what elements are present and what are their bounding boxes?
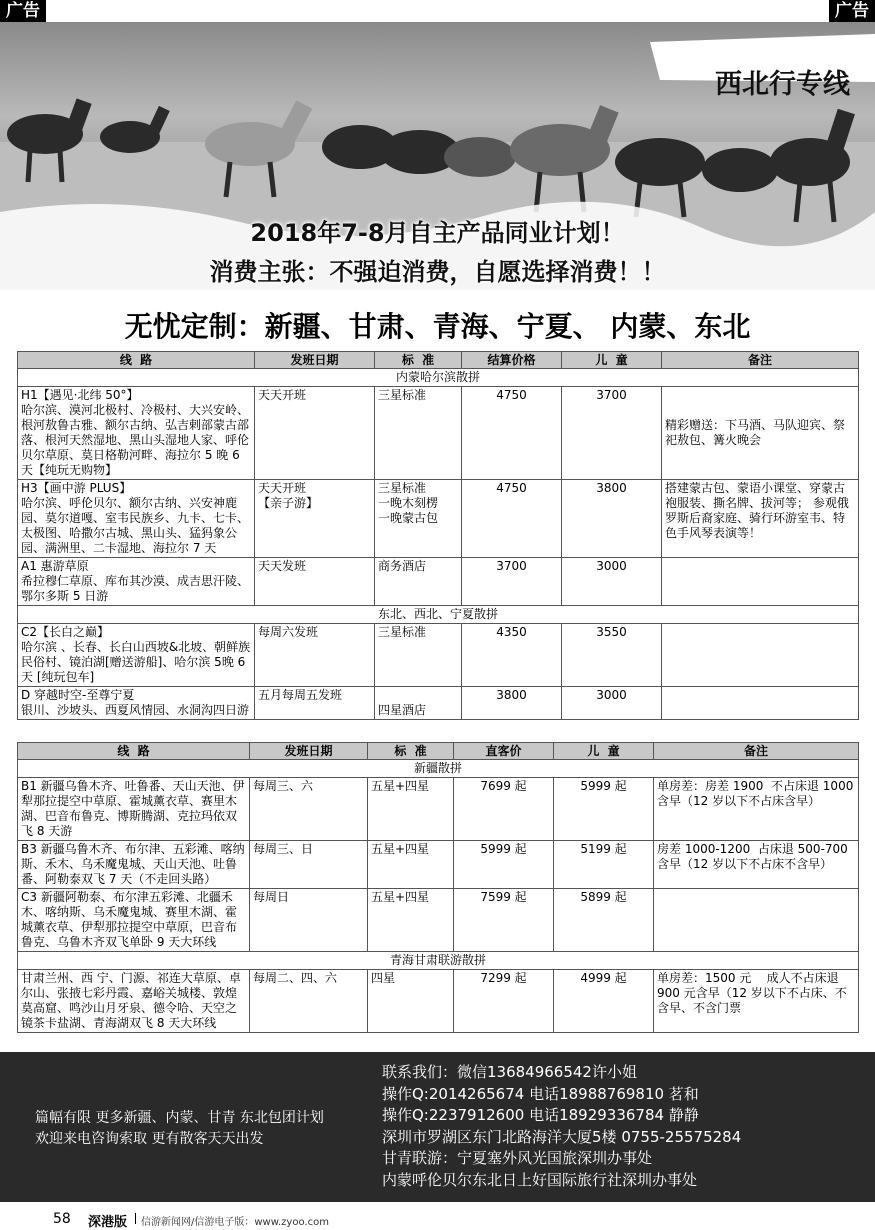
brand-title: 西北行专线 [715,69,850,100]
column-header: 儿 童 [562,352,662,369]
footer-note-line: 篇幅有限 更多新疆、内蒙、甘青 东北包团计划 [35,1110,324,1126]
child-price-cell: 3000 [562,558,662,606]
route-cell: H3【画中游 PLUS】 哈尔滨、呼伦贝尔、额尔古纳、兴安神鹿园、莫尔道嘎、室韦民族乡、九卡、七卡、太极图、哈撒尔古城、黑山头、猛犸象公园、满洲里、二卡湿地、海拉尔 7 天 [18,480,255,558]
date-cell: 天天开班 【亲子游】 [255,480,375,558]
edition-label: 深港版 [88,1215,128,1230]
route-table-2 [17,742,859,1033]
date-cell: 五月每周五发班 [255,687,375,720]
table-row [18,624,859,687]
column-header: 备注 [654,743,859,760]
route-cell: C3 新疆阿勒泰、布尔津五彩滩、北疆禾木、喀纳斯、乌禾魔鬼城、赛里木湖、霍城薰衣草、伊犁那拉提空中草原，巴音布鲁克、乌鲁木齐双飞单卧 9 天大环线 [18,889,250,952]
child-price-cell: 3700 [562,387,662,480]
standard-cell: 四星酒店 [375,687,462,720]
column-header: 结算价格 [462,352,562,369]
contact-line: 甘青联游：宁夏塞外风光国旅深圳办事处 [382,1149,653,1167]
section-row [18,369,859,387]
section-row [18,952,859,970]
headline-plan: 2018年7-8月自主产品同业计划！ [250,219,625,247]
child-price-cell: 3800 [562,480,662,558]
note-cell [654,889,859,952]
contact-line: 操作Q:2014265674 电话18988769810 茗和 [382,1084,699,1103]
standard-cell: 商务酒店 [375,558,462,606]
ad-label-right: 广告 [829,0,875,22]
route-cell: D 穿越时空-至尊宁夏 银川、沙坡头、西夏风情园、水洞沟四日游 [18,687,255,720]
route-cell: 甘肃兰州、西 宁、门源、祁连大草原、卓尔山、张掖七彩丹霞、嘉峪关城楼、敦煌莫高窟、鸣沙山月牙泉、德令哈、天空之镜茶卡盐湖、青海湖双飞 8 天大环线 [18,970,250,1033]
date-cell: 每周六发班 [255,624,375,687]
date-cell: 天天发班 [255,558,375,606]
note-cell [662,624,859,687]
table-row [18,480,859,558]
route-cell: A1 惠游草原 希拉穆仁草原、库布其沙漠、成吉思汗陵、鄂尔多斯 5 日游 [18,558,255,606]
route-cell: H1【遇见·北纬 50°】 哈尔滨、漠河北极村、冷极村、大兴安岭、根河敖鲁古雅、额尔古纳、弘吉剌部蒙古部落、根河天然湿地、黑山头湿地人家、呼伦贝尔草原、莫日格勒河畔、海拉尔 5 晚 6 天【纯玩无购物】 [18,387,255,480]
note-cell: 单房差：房差 1900 不占床退 1000含早（12 岁以下不占床含早） [654,778,859,841]
contact-line: 深圳市罗湖区东门北路海洋大厦5楼 0755-25575284 [382,1127,742,1146]
price-cell: 7299 起 [454,970,554,1033]
headline-slogan: 消费主张：不强迫消费，自愿选择消费！！ [209,258,666,286]
price-cell: 7699 起 [454,778,554,841]
date-cell: 每周二、四、六 [250,970,368,1033]
child-price-cell: 5199 起 [554,841,654,889]
route-cell: C2【长白之巅】 哈尔滨 、长春、长白山西坡&北坡、朝鲜族民俗村、镜泊湖[赠送游船]、哈尔滨 5晚 6 天 [纯玩包车] [18,624,255,687]
standard-cell: 五星+四星 [368,889,454,952]
standard-cell: 三星标准 [375,387,462,480]
price-cell: 7599 起 [454,889,554,952]
child-price-cell: 4999 起 [554,970,654,1033]
price-cell: 4750 [462,480,562,558]
note-cell [662,558,859,606]
divider [135,1213,136,1224]
column-header: 备注 [662,352,859,369]
column-header: 发班日期 [255,352,375,369]
table-row [18,387,859,480]
section-row [18,606,859,624]
table-header-row [18,743,859,760]
source-link[interactable]: 信游新闻网/信游电子版：www.zyoo.com [141,1217,329,1228]
column-header: 标 准 [368,743,454,760]
child-price-cell: 3000 [562,687,662,720]
section-title: 内蒙哈尔滨散拼 [18,369,859,387]
section-title: 青海甘肃联游散拼 [18,952,859,970]
child-price-cell: 5999 起 [554,778,654,841]
table-header-row [18,352,859,369]
price-cell: 3700 [462,558,562,606]
note-cell: 单房差：1500 元 成人不占床退900 元含早（12 岁以下不占床、不含早、不含门票 [654,970,859,1033]
section-row [18,760,859,778]
footer-note-line: 欢迎来电咨询索取 更有散客天天出发 [35,1131,264,1147]
contact-line: 操作Q:2237912600 电话18929336784 静静 [382,1106,699,1124]
page-number: 58 [53,1211,71,1227]
contact-footer [0,1052,875,1202]
column-header: 儿 童 [554,743,654,760]
table-row [18,889,859,952]
column-header: 线 路 [18,743,250,760]
column-header: 发班日期 [250,743,368,760]
standard-cell: 四星 [368,970,454,1033]
price-cell: 4350 [462,624,562,687]
child-price-cell: 3550 [562,624,662,687]
date-cell: 每周日 [250,889,368,952]
note-cell: 房差 1000-1200 占床退 500-700 含早（12 岁以下不占床不含早） [654,841,859,889]
column-header: 直客价 [454,743,554,760]
table-row [18,778,859,841]
contact-line: 联系我们：微信13684966542许小姐 [382,1063,637,1081]
hero-horse-photo [0,22,875,290]
note-cell: 精彩赠送：下马酒、马队迎宾、祭祀敖包、篝火晚会 [662,387,859,480]
column-header: 线 路 [18,352,255,369]
page-footer [0,1208,875,1230]
note-cell [662,687,859,720]
standard-cell: 三星标准 一晚木刻楞 一晚蒙古包 [375,480,462,558]
child-price-cell: 5899 起 [554,889,654,952]
table-row [18,687,859,720]
column-header: 标 准 [375,352,462,369]
price-cell: 3800 [462,687,562,720]
note-cell: 搭建蒙古包、蒙语小课堂、穿蒙古袍服装、撕名牌、拔河等； 参观俄罗斯后裔家庭、骑行环游室韦、特色手风琴表演等！ [662,480,859,558]
date-cell: 每周三、日 [250,841,368,889]
contact-info [382,1062,741,1191]
section-title: 新疆散拼 [18,760,859,778]
contact-line: 内蒙呼伦贝尔东北日上好国际旅行社深圳办事处 [382,1170,698,1189]
route-table-1 [17,351,859,720]
footer-note [35,1108,324,1150]
route-cell: B3 新疆乌鲁木齐、布尔津、五彩滩、喀纳斯、禾木、乌禾魔鬼城、天山天池、吐鲁番、阿勒泰双飞 7 天（不走回头路） [18,841,250,889]
table-row [18,841,859,889]
route-cell: B1 新疆乌鲁木齐、吐鲁番、天山天池、伊犁那拉提空中草原、霍城薰衣草、赛里木湖、巴音布鲁克、博斯腾湖、克拉玛依双飞 8 天游 [18,778,250,841]
date-cell: 每周三、六 [250,778,368,841]
price-cell: 5999 起 [454,841,554,889]
ad-label-left: 广告 [0,0,46,22]
table-row [18,558,859,606]
price-cell: 4750 [462,387,562,480]
table-row [18,970,859,1033]
section-title: 东北、西北、宁夏散拼 [18,606,859,624]
standard-cell: 三星标准 [375,624,462,687]
date-cell: 天天开班 [255,387,375,480]
standard-cell: 五星+四星 [368,778,454,841]
standard-cell: 五星+四星 [368,841,454,889]
tagline-destinations: 无忧定制：新疆、甘肃、青海、宁夏、 内蒙、东北 [124,310,751,343]
